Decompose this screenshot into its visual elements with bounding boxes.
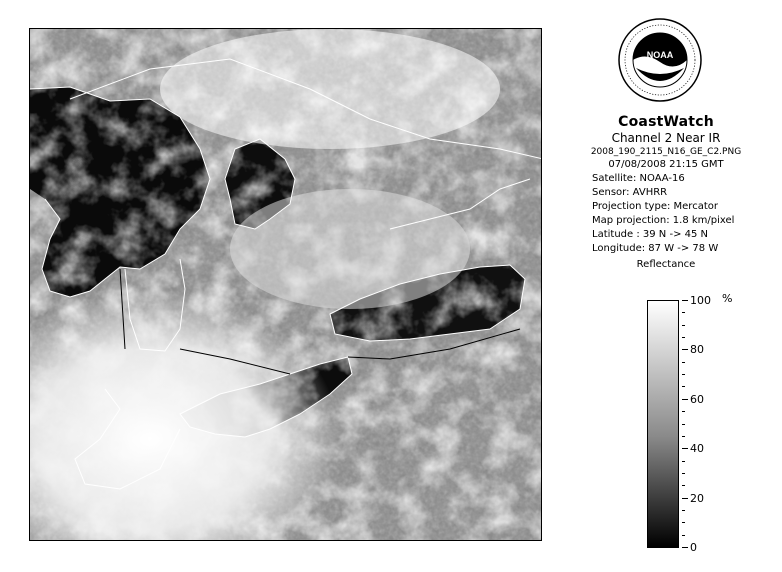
legend-unit: % <box>722 292 733 305</box>
colorbar-tick-label: 0 <box>690 541 697 554</box>
cloud-north <box>160 29 500 149</box>
colorbar-tick-label: 80 <box>690 343 704 357</box>
meta-map-projection: Map projection: 1.8 km/pixel <box>592 215 735 226</box>
colorbar-minor-tick <box>682 386 685 387</box>
colorbar-minor-tick <box>682 473 685 474</box>
datetime-label: 07/08/2008 21:15 GMT <box>608 159 724 170</box>
colorbar-tick <box>682 300 688 301</box>
channel-label: Channel 2 Near IR <box>611 131 721 145</box>
meta-longitude: Longitude: 87 W -> 78 W <box>592 243 719 254</box>
legend-title: Reflectance <box>636 259 696 270</box>
cloud-central <box>230 189 470 309</box>
noaa-logo <box>618 18 702 102</box>
colorbar-minor-tick <box>682 337 685 338</box>
colorbar-minor-tick <box>682 510 685 511</box>
product-title: CoastWatch <box>618 114 714 130</box>
colorbar-minor-tick <box>682 436 685 437</box>
colorbar-minor-tick <box>682 325 685 326</box>
colorbar-tick <box>682 399 688 400</box>
colorbar-minor-tick <box>682 411 685 412</box>
info-panel <box>566 112 766 270</box>
meta-satellite: Satellite: NOAA-16 <box>592 173 685 184</box>
colorbar-minor-tick <box>682 424 685 425</box>
colorbar-tick <box>682 448 688 449</box>
logo-center-text: NOAA <box>646 50 674 60</box>
satellite-map[interactable] <box>29 28 542 541</box>
colorbar-minor-tick <box>682 312 685 313</box>
colorbar-minor-tick <box>682 522 685 523</box>
colorbar-tick <box>682 498 688 499</box>
reflectance-colorbar <box>647 300 679 548</box>
colorbar-tick <box>682 547 688 548</box>
colorbar-tick-label: 40 <box>690 442 704 456</box>
colorbar-minor-tick <box>682 485 685 486</box>
colorbar-tick <box>682 349 688 350</box>
colorbar-tick-label: 20 <box>690 491 704 505</box>
colorbar-minor-tick <box>682 374 685 375</box>
meta-sensor: Sensor: AVHRR <box>592 187 668 198</box>
map-svg <box>30 29 542 541</box>
filename-label: 2008_190_2115_N16_GE_C2.PNG <box>590 147 742 157</box>
meta-projection-type: Projection type: Mercator <box>592 201 718 212</box>
colorbar-tick-label: 100 <box>690 294 711 307</box>
meta-latitude: Latitude : 39 N -> 45 N <box>592 229 709 240</box>
colorbar-minor-tick <box>682 362 685 363</box>
colorbar-tick-label: 60 <box>690 392 704 406</box>
colorbar-minor-tick <box>682 535 685 536</box>
colorbar-minor-tick <box>682 461 685 462</box>
